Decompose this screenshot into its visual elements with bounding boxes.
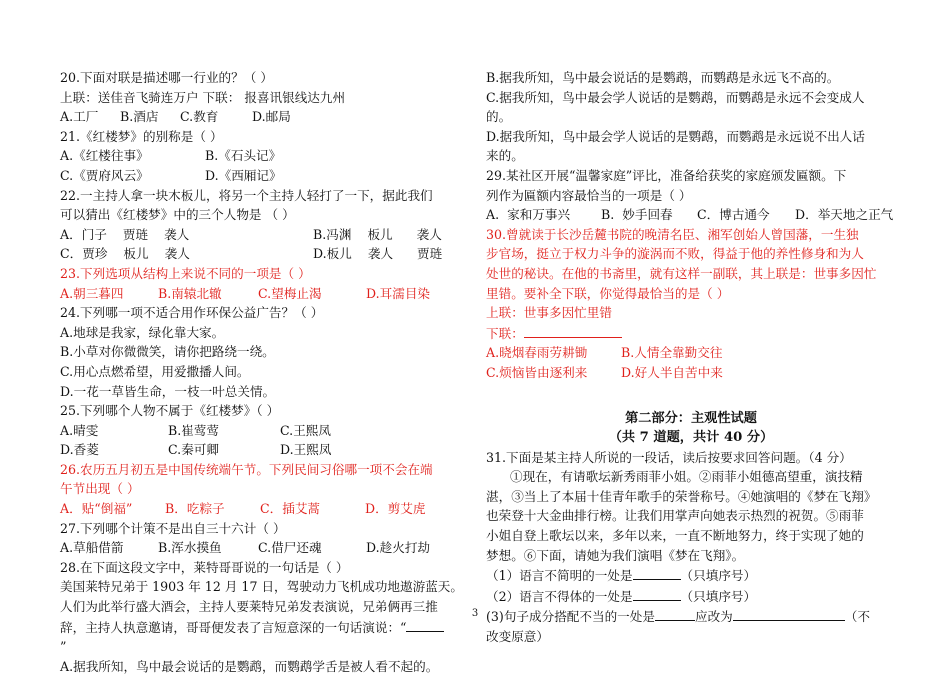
q31-passage-line4: 小姐自登上歌坛以来，多年以来，一直不断地努力，终于实现了她的 bbox=[486, 528, 864, 544]
q25-option-a[interactable]: A.晴雯 bbox=[60, 422, 99, 438]
q31-sub1-blank[interactable] bbox=[633, 565, 681, 580]
q30-stem-line1: 30.曾就读于长沙岳麓书院的晚清名臣、湘军创始人曾国藩，一生独 bbox=[486, 226, 859, 242]
q26-options bbox=[60, 499, 480, 519]
page-number: 3 bbox=[471, 608, 479, 619]
q22-option-a[interactable]: A．门子 贾琏 袭人 bbox=[60, 226, 190, 242]
q31-sub2 bbox=[486, 586, 896, 607]
q26-option-c[interactable]: C．插艾蒿 bbox=[260, 501, 321, 517]
q21-options-row2 bbox=[60, 166, 480, 186]
q25-options-row1 bbox=[60, 421, 480, 441]
q22-options-row1 bbox=[60, 225, 480, 245]
q31-stem: 31.下面是某主持人所说的一段话，读后按要求回答问题。（4 分） bbox=[486, 449, 852, 465]
q22-options-row2 bbox=[60, 244, 480, 264]
q24-option-a[interactable]: A.地球是我家，绿化靠大家。 bbox=[60, 324, 225, 340]
q23-options bbox=[60, 284, 480, 304]
q25-option-e[interactable]: C.秦可卿 bbox=[168, 442, 219, 458]
q26-option-d[interactable]: D．剪艾虎 bbox=[365, 501, 426, 517]
q27-option-d[interactable]: D.趁火打劫 bbox=[366, 540, 431, 556]
q31-passage-line5: 梦想。⑥下面，请她为我们演唱《梦在飞翔》。 bbox=[486, 547, 745, 563]
q21-options-row1 bbox=[60, 146, 480, 166]
q27-stem: 27.下列哪个计策不是出自三十六计（ ） bbox=[60, 520, 286, 536]
q20-stem: 20.下面对联是描述哪一行业的？（ ） bbox=[60, 70, 273, 85]
q22-stem-line2: 可以猜出《红楼梦》中的三个人物是 （ ） bbox=[60, 207, 295, 223]
q23-option-b[interactable]: B.南辕北辙 bbox=[158, 285, 222, 301]
q28-passage-line1: 美国莱特兄弟于 1903 年 12 月 17 日，驾驶动力飞机成功地遨游蓝天。 bbox=[60, 579, 463, 595]
q28-option-a[interactable]: A.据我所知，鸟中最会说话的是鹦鹉，而鹦鹉学舌是被人看不起的。 bbox=[60, 658, 439, 674]
q30-option-b[interactable]: B.人情全靠勤交往 bbox=[621, 345, 723, 361]
q30-stem-line4: 里错。要补全下联，你觉得最恰当的是（ ） bbox=[486, 285, 730, 301]
q20-option-b[interactable]: B.酒店 bbox=[120, 109, 159, 125]
q30-stem-line2: 步官场，挺立于权力斗争的漩涡而不败，得益于他的养性修身和为人 bbox=[486, 246, 864, 262]
q28-option-d-line2[interactable]: 来的。 bbox=[486, 148, 524, 164]
q30-option-a[interactable]: A.晓烟春雨劳耕锄 bbox=[486, 345, 588, 361]
q28-passage-line4: ” bbox=[60, 639, 67, 655]
q26-option-b[interactable]: B．吃粽子 bbox=[165, 501, 225, 517]
q31-sub1 bbox=[486, 565, 896, 586]
q23-option-d[interactable]: D.耳濡目染 bbox=[366, 285, 431, 301]
q30-lower-couplet bbox=[486, 323, 896, 344]
q31-passage-line2: 湛，③当上了本届十佳青年歌手的荣誉称号。④她演唱的《梦在飞翔》 bbox=[486, 488, 877, 504]
q29-option-b[interactable]: B. 妙手回春 bbox=[601, 207, 673, 223]
q31-sub3-mid: 应改为 bbox=[694, 609, 733, 625]
q20-option-a[interactable]: A.工厂 bbox=[60, 109, 99, 125]
part2-title: 第二部分：主观性试题 bbox=[625, 410, 757, 426]
q30-option-c[interactable]: C.烦恼皆由逐利来 bbox=[486, 364, 588, 380]
q31-sub2-label: （2）语言不得体的一处是 bbox=[486, 588, 633, 604]
q28-option-c-line1[interactable]: C.据我所知，鸟中最会学人说话的是鹦鹉，而鹦鹉是永远不会变成人 bbox=[486, 89, 865, 105]
q22-stem-line1: 22.一主持人拿一块木板儿，将另一个主持人轻打了一下，据此我们 bbox=[60, 187, 433, 203]
q28-option-c-line2[interactable]: 的。 bbox=[486, 109, 512, 125]
q22-option-b[interactable]: B.冯渊 板儿 袭人 bbox=[313, 226, 442, 242]
q28-option-b[interactable]: B.据我所知，鸟中最会说话的是鹦鹉，而鹦鹉是永远飞不高的。 bbox=[486, 70, 840, 85]
q25-option-b[interactable]: B.崔莺莺 bbox=[168, 422, 220, 438]
q21-stem: 21.《红楼梦》的别称是（ ） bbox=[60, 128, 223, 144]
q25-options-row2 bbox=[60, 440, 480, 460]
q29-option-c[interactable]: C．博古通今 bbox=[697, 207, 770, 223]
q27-option-a[interactable]: A.草船借箭 bbox=[60, 540, 124, 556]
q20-option-c[interactable]: C.教育 bbox=[180, 109, 219, 125]
q28-passage-line2: 人们为此举行盛大酒会，主持人要莱特兄弟发表演说，兄弟俩再三推 bbox=[60, 599, 438, 615]
q26-stem-line1: 26.农历五月初五是中国传统端午节。下列民间习俗哪一项不会在端 bbox=[60, 461, 433, 477]
q27-option-c[interactable]: C.借尸还魂 bbox=[258, 540, 322, 556]
q28-option-d-line1[interactable]: D.据我所知，鸟中最会学人说话的是鹦鹉，而鹦鹉是永远说不出人话 bbox=[486, 128, 865, 144]
q31-sub1-label: （1）语言不简明的一处是 bbox=[486, 568, 633, 584]
q23-option-a[interactable]: A.朝三暮四 bbox=[60, 285, 124, 301]
q29-stem-line2: 列作为匾额内容最恰当的一项是（ ） bbox=[486, 187, 692, 203]
right-column bbox=[486, 68, 896, 647]
q26-stem-line2: 午节出现（ ） bbox=[60, 481, 140, 497]
q21-option-d[interactable]: D.《西厢记》 bbox=[205, 167, 282, 183]
q30-upper-couplet: 上联：世事多因忙里错 bbox=[486, 305, 612, 321]
q21-option-b[interactable]: B.《石头记》 bbox=[205, 148, 282, 164]
q27-options bbox=[60, 538, 480, 558]
q29-stem-line1: 29.某社区开展“温馨家庭”评比，准备给获奖的家庭颁发匾额。下 bbox=[486, 167, 847, 183]
q25-option-c[interactable]: C.王熙凤 bbox=[280, 422, 331, 438]
q22-option-d[interactable]: D.板儿 袭人 贾琏 bbox=[313, 246, 443, 262]
q31-sub2-blank[interactable] bbox=[633, 586, 681, 601]
q30-lower-label: 下联： bbox=[486, 325, 524, 341]
q31-sub3-note: （不 bbox=[844, 609, 870, 625]
q28-passage-line3 bbox=[60, 617, 480, 638]
q29-option-a[interactable]: A. 家和万事兴 bbox=[486, 207, 571, 223]
section-spacer bbox=[486, 383, 896, 409]
q30-options-row2 bbox=[486, 363, 896, 383]
q23-stem: 23.下列选项从结构上来说不同的一项是（ ） bbox=[60, 265, 311, 281]
q29-option-d[interactable]: D．举天地之正气 bbox=[795, 207, 894, 223]
q20-couplet: 上联：送佳音飞骑连万户 下联： 报喜讯银线达九州 bbox=[60, 89, 346, 105]
part2-subtitle: （共 7 道题，共计 40 分） bbox=[608, 430, 774, 446]
q30-lower-blank[interactable] bbox=[524, 323, 622, 338]
q23-option-c[interactable]: C.望梅止渴 bbox=[258, 285, 322, 301]
q24-option-b[interactable]: B.小草对你微微笑，请你把路绕一绕。 bbox=[60, 344, 275, 360]
q30-option-d[interactable]: D.好人半自苦中来 bbox=[621, 364, 723, 380]
q22-option-c[interactable]: C．贾珍 板儿 袭人 bbox=[60, 246, 190, 262]
q31-passage-line3: 也荣登十大金曲排行榜。让我们用掌声向她表示热烈的祝贺。⑤雨菲 bbox=[486, 508, 864, 524]
q25-option-d[interactable]: D.香菱 bbox=[60, 442, 99, 458]
q29-options bbox=[486, 205, 896, 225]
q27-option-b[interactable]: B.浑水摸鱼 bbox=[158, 540, 222, 556]
q26-option-a[interactable]: A．贴“倒福” bbox=[60, 501, 133, 517]
q31-sub2-note: （只填序号） bbox=[680, 588, 757, 604]
q30-options-row1 bbox=[486, 343, 896, 363]
q30-stem-line3: 处世的秘诀。在他的书斋里，就有这样一副联，其上联是：世事多因忙 bbox=[486, 265, 877, 281]
q25-stem: 25.下列哪个人物不属于《红楼梦》（ ） bbox=[60, 403, 280, 419]
q31-sub3-label: (3)句子成分搭配不当的一处是 bbox=[486, 609, 655, 625]
q28-stem: 28.在下面这段文字中，莱特哥哥说的一句话是（ ） bbox=[60, 559, 349, 575]
q20-options bbox=[60, 107, 480, 127]
q21-option-c[interactable]: C.《贾府风云》 bbox=[60, 167, 149, 183]
q31-sub3-line2: 改变原意） bbox=[486, 629, 549, 645]
left-column bbox=[60, 68, 480, 676]
q24-option-d[interactable]: D.一花一草皆生命，一枝一叶总关情。 bbox=[60, 383, 276, 399]
q31-passage-line1: ①现在，有请歌坛新秀雨菲小姐。②雨菲小姐德高望重，演技精 bbox=[510, 469, 863, 485]
q28-passage-line3-text: 辞，主持人执意邀请，哥哥便发表了言短意深的一句话演说：“ bbox=[60, 619, 407, 635]
q20-option-d[interactable]: D.邮局 bbox=[252, 109, 291, 125]
q31-sub1-note: （只填序号） bbox=[680, 568, 757, 584]
q24-option-c[interactable]: C.用心点燃希望，用爱撒播人间。 bbox=[60, 363, 250, 379]
q24-stem: 24.下列哪一项不适合用作环保公益广告？（ ） bbox=[60, 305, 324, 321]
q21-option-a[interactable]: A.《红楼往事》 bbox=[60, 148, 149, 164]
q25-option-f[interactable]: D.王熙凤 bbox=[280, 442, 332, 458]
